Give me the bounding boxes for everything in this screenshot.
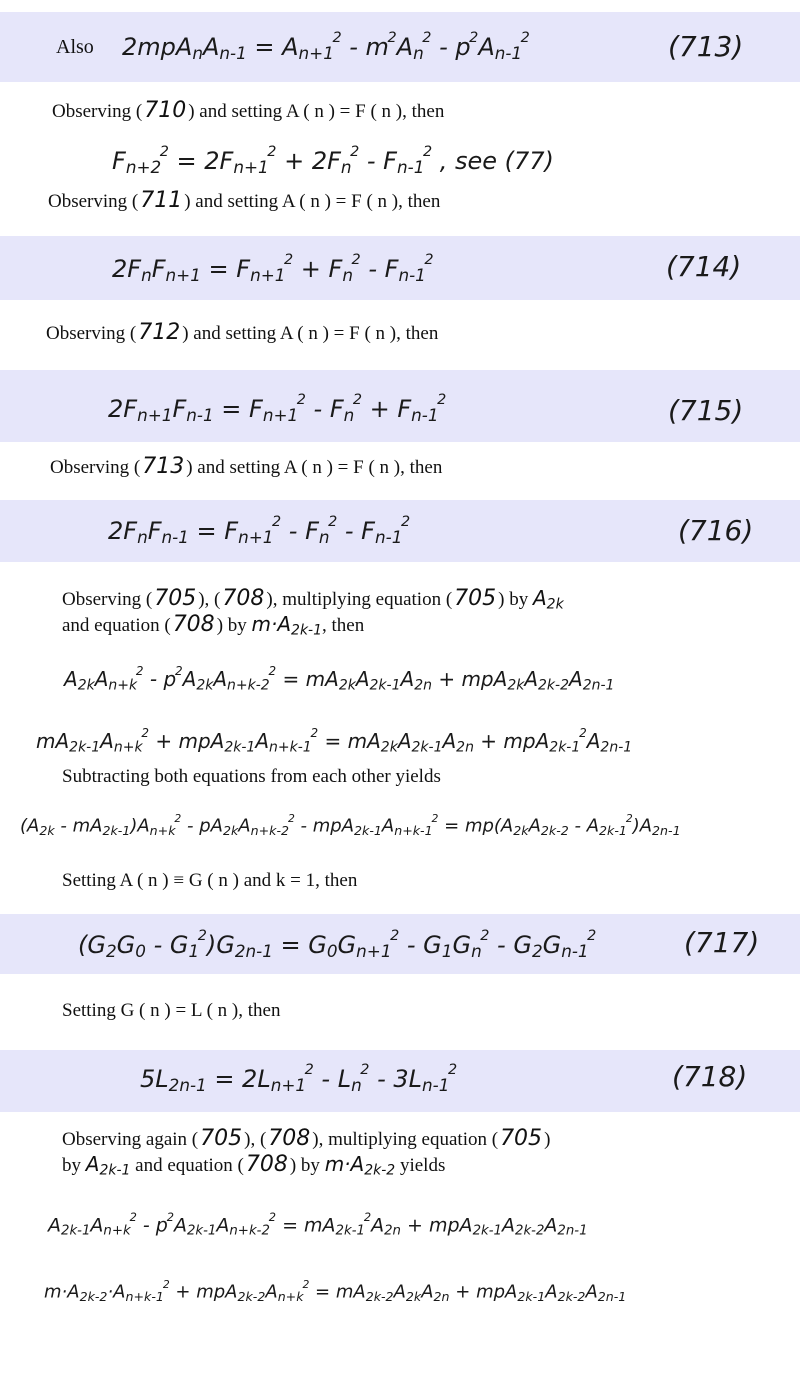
equation-714: $2F_nF_{n+1} = F_{n+1}^2 + F_n^2 - F_{n-1}^2$ [112,252,434,286]
equation-713: $2mpA_nA_{n-1} = A_{n+1}^2 - m^2A_n^2 - p^2A_{n-1}^2$ [122,30,530,64]
observing-713-text: Observing (713 ) and setting A ( n ) = F ( n ), then [50,454,443,479]
observing-again-line1: Observing again (705 ), (708 ), multiplying equation (705 ) [62,1126,551,1151]
also-label: Also [56,36,94,58]
equation-number-716: (716) [678,514,754,547]
observing-711-text: Observing (711 ) and setting A ( n ) = F ( n ), then [48,188,441,213]
equation-716: $2F_nF_{n-1} = F_{n+1}^2 - F_n^2 - F_{n-1}^2$ [108,514,411,548]
observing-705-708-line2: and equation (708 ) by $m\cdot A_{2k-1}$, then [62,612,365,639]
equation-718: $5L_{2n-1} = 2L_{n+1}^2 - L_n^2 - 3L_{n-1}^2$ [140,1062,458,1096]
equation-number-714: (714) [666,250,742,283]
equation-number-718: (718) [672,1060,748,1093]
observing-712-text: Observing (712 ) and setting A ( n ) = F ( n ), then [46,320,439,345]
equation-number-713: (713) [668,30,744,63]
equation-product-b: $mA_{2k-1}A_{n+k}^2 + mpA_{2k-1}A_{n+k-1}^2 = mA_{2k}A_{2k-1}A_{2n} + mpA_{2k-1}^2A_{2n-1}$ [36,726,633,756]
subtracting-text: Subtracting both equations from each other yields [62,766,441,787]
equation-fibonacci-77: $F_{n+2}^2 = 2F_{n+1}^2 + 2F_n^2 - F_{n-1}^2$ , see (77) [112,144,554,178]
equation-715: $2F_{n+1}F_{n-1} = F_{n+1}^2 - F_n^2 + F_{n-1}^2$ [108,392,447,426]
equation-number-717: (717) [684,926,760,959]
equation-717: $(G_2G_0 - G_1^2)G_{2n-1} = G_0G_{n+1}^2 - G_1G_n^2 - G_2G_{n-1}^2$ [78,928,597,962]
setting-l-text: Setting G ( n ) = L ( n ), then [62,1000,281,1021]
observing-again-line2: by $A_{2k-1}$ and equation (708 ) by $m\cdot A_{2k-2}$ yields [62,1152,446,1179]
equation-product-c: $A_{2k-1}A_{n+k}^2 - p^2A_{2k-1}A_{n+k-2}^2 = mA_{2k-1}^2A_{2n} + mpA_{2k-1}A_{2k-2}A_{2n-1}$ [48,1210,588,1239]
equation-difference: $(A_{2k} - mA_{2k-1})A_{n+k}^2 - pA_{2k}A_{n+k-2}^2 - mpA_{2k-1}A_{n+k-1}^2 = mp(A_{2k}A_{2k-2} - A_{2k-1}^2)A_{2n-1}$ [20,812,681,838]
observing-705-708-line1: Observing (705 ), (708 ), multiplying equation (705 ) by $A_{2k}$ [62,586,564,613]
equation-number-715: (715) [668,394,744,427]
setting-g-text: Setting A ( n ) ≡ G ( n ) and k = 1, then [62,870,358,891]
observing-710-text: Observing (710 ) and setting A ( n ) = F ( n ), then [52,98,445,123]
equation-product-d: $m\cdot A_{2k-2}\cdot A_{n+k-1}^2 + mpA_{2k-2}A_{n+k}^2 = mA_{2k-2}A_{2k}A_{2n} + mpA_{2k-1}A_{2k-2}A_{2n-1}$ [44,1278,627,1304]
equation-product-a: $A_{2k}A_{n+k}^2 - p^2A_{2k}A_{n+k-2}^2 = mA_{2k}A_{2k-1}A_{2n} + mpA_{2k}A_{2k-2}A_{2n-1}$ [64,664,615,694]
